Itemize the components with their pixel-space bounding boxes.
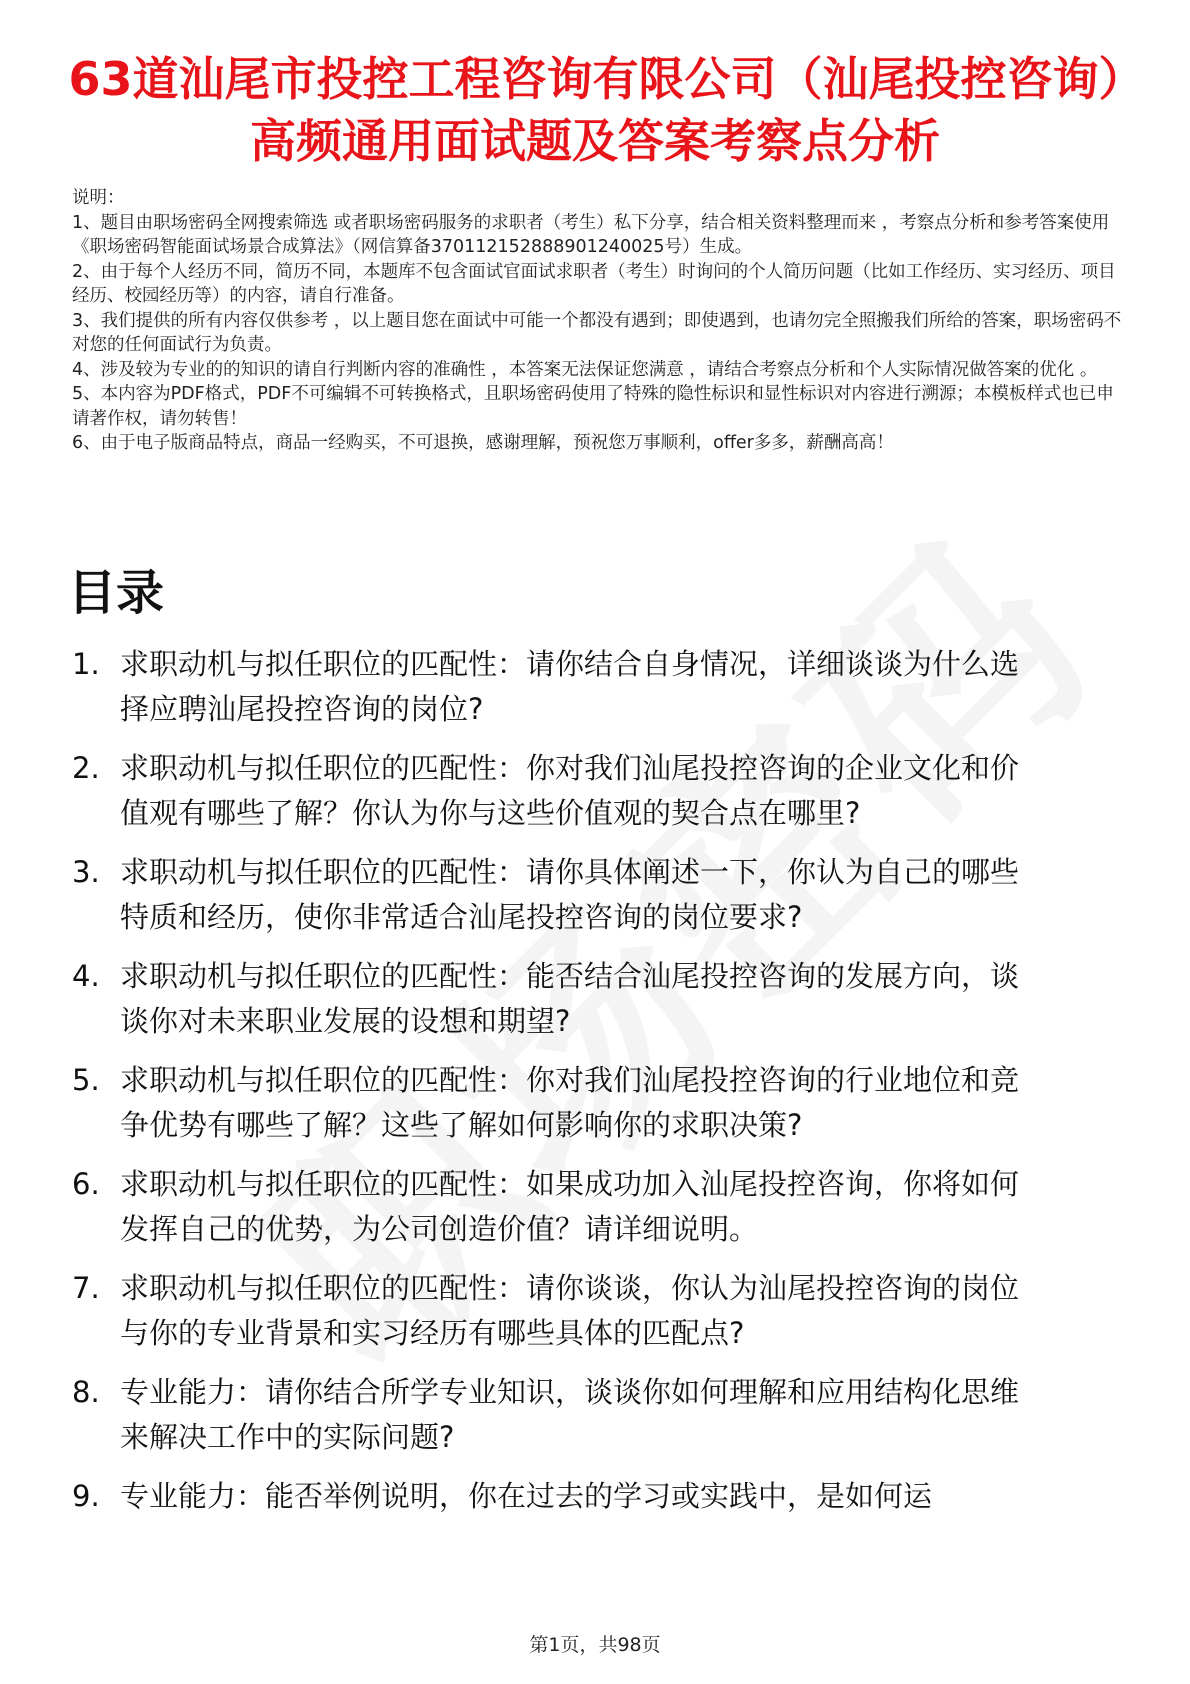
note-item: 6、由于电子版商品特点，商品一经购买，不可退换，感谢理解，预祝您万事顺利，offer多多，薪酬高高！: [72, 433, 894, 453]
toc-item-number: 9.: [72, 1479, 100, 1513]
note-item: 4、涉及较为专业的的知识的请自行判断内容的准确性 ，本答案无法保证您满意 ，请结合考察点分析和个人实际情况做答案的优化 。: [72, 359, 1098, 380]
toc-heading: 目录: [68, 565, 165, 621]
toc-item-text: 求职动机与拟任职位的匹配性：请你结合自身情况，详细谈谈为什么选择应聘汕尾投控咨询的岗位?: [120, 647, 1020, 726]
toc-item-number: 5.: [72, 1063, 100, 1097]
toc-item-number: 4.: [72, 959, 100, 993]
note-item: 2、由于每个人经历不同，简历不同，本题库不包含面试官面试求职者（考生）时询问的个人简历问题（比如工作经历、实习经历、项目经历、校园经历等）的内容，请自行准备。: [72, 261, 1116, 306]
toc-item-number: 3.: [72, 855, 100, 889]
toc-item[interactable]: [72, 850, 1032, 940]
toc-item-number: 7.: [72, 1271, 100, 1305]
notes-section: [72, 186, 1122, 456]
toc-item-text: 专业能力：能否举例说明，你在过去的学习或实践中，是如何运: [120, 1479, 933, 1513]
toc-item-number: 2.: [72, 751, 100, 785]
notes-heading: 说明：: [72, 188, 125, 208]
toc-item[interactable]: [72, 954, 1032, 1044]
toc-item-text: 求职动机与拟任职位的匹配性：请你具体阐述一下，你认为自己的哪些特质和经历，使你非常适合汕尾投控咨询的岗位要求?: [120, 855, 1020, 934]
document-title: 63道汕尾市投控工程咨询有限公司（汕尾投控咨询）高频通用面试题及答案考察点分析: [68, 52, 1122, 168]
toc-item[interactable]: [72, 1370, 1032, 1460]
note-item: 1、题目由职场密码全网搜索筛选 或者职场密码服务的求职者（考生）私下分享，结合相关资料整理而来 ，考察点分析和参考答案使用《职场密码智能面试场景合成算法》（网信算备370112152888901240025号）生成。: [72, 212, 1110, 257]
table-of-contents: [72, 642, 1032, 1533]
note-item: 5、本内容为PDF格式，PDF不可编辑不可转换格式，且职场密码使用了特殊的隐性标识和显性标识对内容进行溯源；本模板样式也已申请著作权，请勿转售！: [72, 384, 1114, 429]
toc-item[interactable]: [72, 1058, 1032, 1148]
toc-item[interactable]: [72, 1266, 1032, 1356]
toc-item[interactable]: [72, 642, 1032, 732]
toc-item-text: 求职动机与拟任职位的匹配性：请你谈谈，你认为汕尾投控咨询的岗位与你的专业背景和实习经历有哪些具体的匹配点?: [120, 1271, 1020, 1350]
page-footer: 第1页，共98页: [529, 1634, 661, 1656]
toc-item-number: 6.: [72, 1167, 100, 1201]
toc-item[interactable]: [72, 746, 1032, 836]
toc-item-number: 1.: [72, 647, 100, 681]
toc-item-text: 专业能力：请你结合所学专业知识，谈谈你如何理解和应用结构化思维来解决工作中的实际问题?: [120, 1375, 1020, 1454]
toc-item[interactable]: [72, 1162, 1032, 1252]
toc-item-text: 求职动机与拟任职位的匹配性：如果成功加入汕尾投控咨询，你将如何发挥自己的优势，为公司创造价值？请详细说明。: [120, 1167, 1020, 1246]
toc-item-text: 求职动机与拟任职位的匹配性：你对我们汕尾投控咨询的企业文化和价值观有哪些了解？你认为你与这些价值观的契合点在哪里?: [120, 751, 1020, 830]
note-item: 3、我们提供的所有内容仅供参考 ，以上题目您在面试中可能一个都没有遇到；即使遇到，也请勿完全照搬我们所给的答案，职场密码不对您的任何面试行为负责。: [72, 310, 1122, 355]
toc-item-text: 求职动机与拟任职位的匹配性：能否结合汕尾投控咨询的发展方向，谈谈你对未来职业发展的设想和期望?: [120, 959, 1020, 1038]
toc-item-text: 求职动机与拟任职位的匹配性：你对我们汕尾投控咨询的行业地位和竞争优势有哪些了解？这些了解如何影响你的求职决策?: [120, 1063, 1020, 1142]
toc-item-number: 8.: [72, 1375, 100, 1409]
toc-item[interactable]: [72, 1474, 1032, 1519]
